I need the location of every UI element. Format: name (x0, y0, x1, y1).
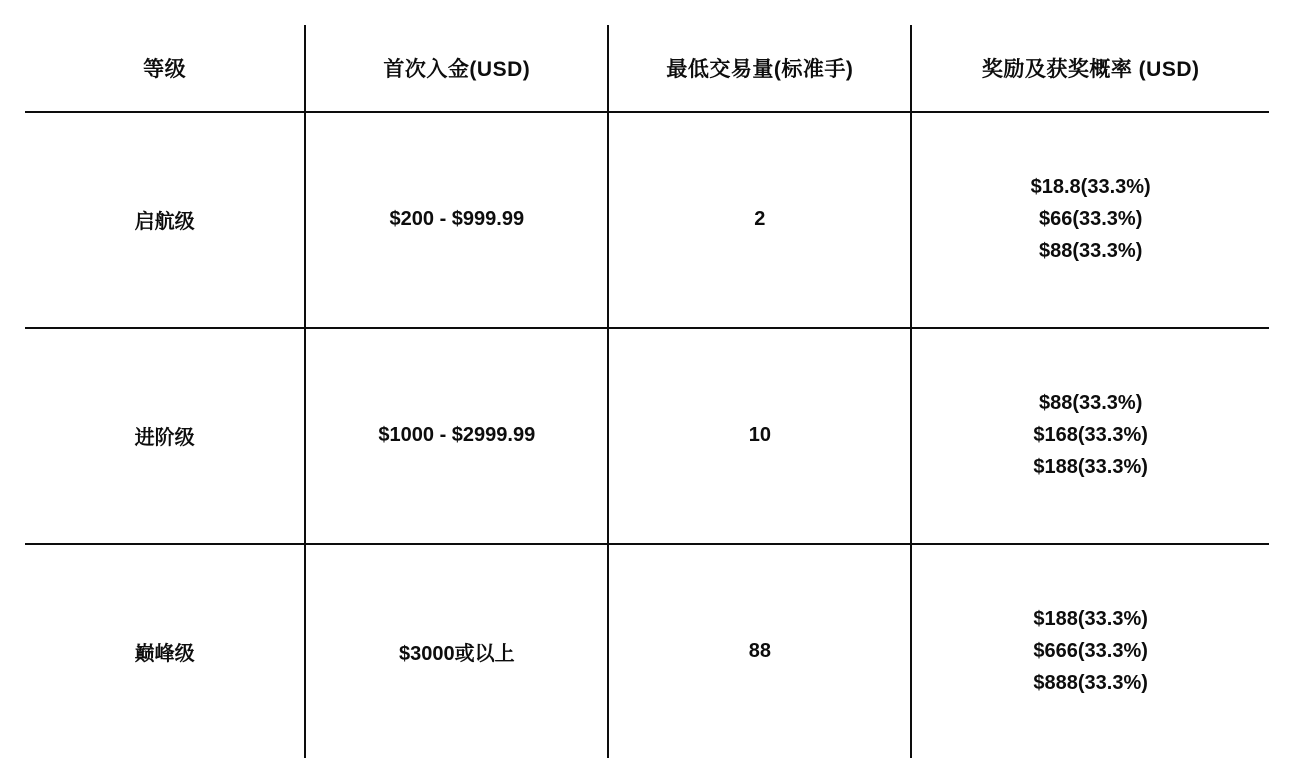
column-header-min-volume: 最低交易量(标准手) (608, 24, 911, 112)
level-label: 启航级 (134, 211, 195, 233)
cell-min-volume (608, 544, 911, 760)
table-row (24, 544, 1271, 760)
cell-level (24, 112, 306, 328)
column-header-reward-probability: 奖励及获奖概率 (USD) (911, 24, 1270, 112)
reward-list (920, 175, 1261, 264)
cell-level (24, 544, 306, 760)
table-header (24, 24, 1271, 112)
reward-item: $66(33.3%) (1038, 208, 1143, 230)
reward-item: $666(33.3%) (1033, 639, 1148, 662)
reward-item: $168(33.3%) (1033, 424, 1148, 446)
level-label: 进阶级 (134, 427, 195, 449)
cell-rewards (911, 112, 1270, 328)
reward-item: $18.8(33.3%) (1030, 176, 1151, 198)
tier-reward-table (22, 22, 1272, 761)
table-header-row (24, 24, 1271, 112)
cell-min-volume (608, 328, 911, 544)
reward-item: $188(33.3%) (1033, 456, 1148, 478)
table-row (24, 328, 1271, 544)
deposit-value: $200 - $999.99 (389, 208, 525, 230)
cell-level (24, 328, 306, 544)
deposit-value: $3000或以上 (399, 642, 515, 665)
level-label: 巅峰级 (134, 642, 195, 665)
column-header-first-deposit: 首次入金(USD) (305, 24, 608, 112)
cell-first-deposit (305, 544, 608, 760)
cell-first-deposit (305, 328, 608, 544)
cell-min-volume (608, 112, 911, 328)
reward-item: $88(33.3%) (1038, 240, 1143, 262)
reward-item: $88(33.3%) (1038, 392, 1143, 414)
column-header-level: 等级 (24, 24, 306, 112)
cell-rewards (911, 328, 1270, 544)
cell-rewards (911, 544, 1270, 760)
volume-value: 2 (754, 208, 766, 230)
reward-item: $188(33.3%) (1033, 607, 1148, 630)
reward-item: $888(33.3%) (1033, 671, 1148, 694)
volume-value: 10 (748, 424, 771, 446)
reward-list (920, 391, 1261, 480)
table-body (24, 112, 1271, 760)
volume-value: 88 (748, 639, 771, 662)
table-row (24, 112, 1271, 328)
reward-list (920, 607, 1261, 696)
cell-first-deposit (305, 112, 608, 328)
deposit-value: $1000 - $2999.99 (378, 424, 536, 446)
